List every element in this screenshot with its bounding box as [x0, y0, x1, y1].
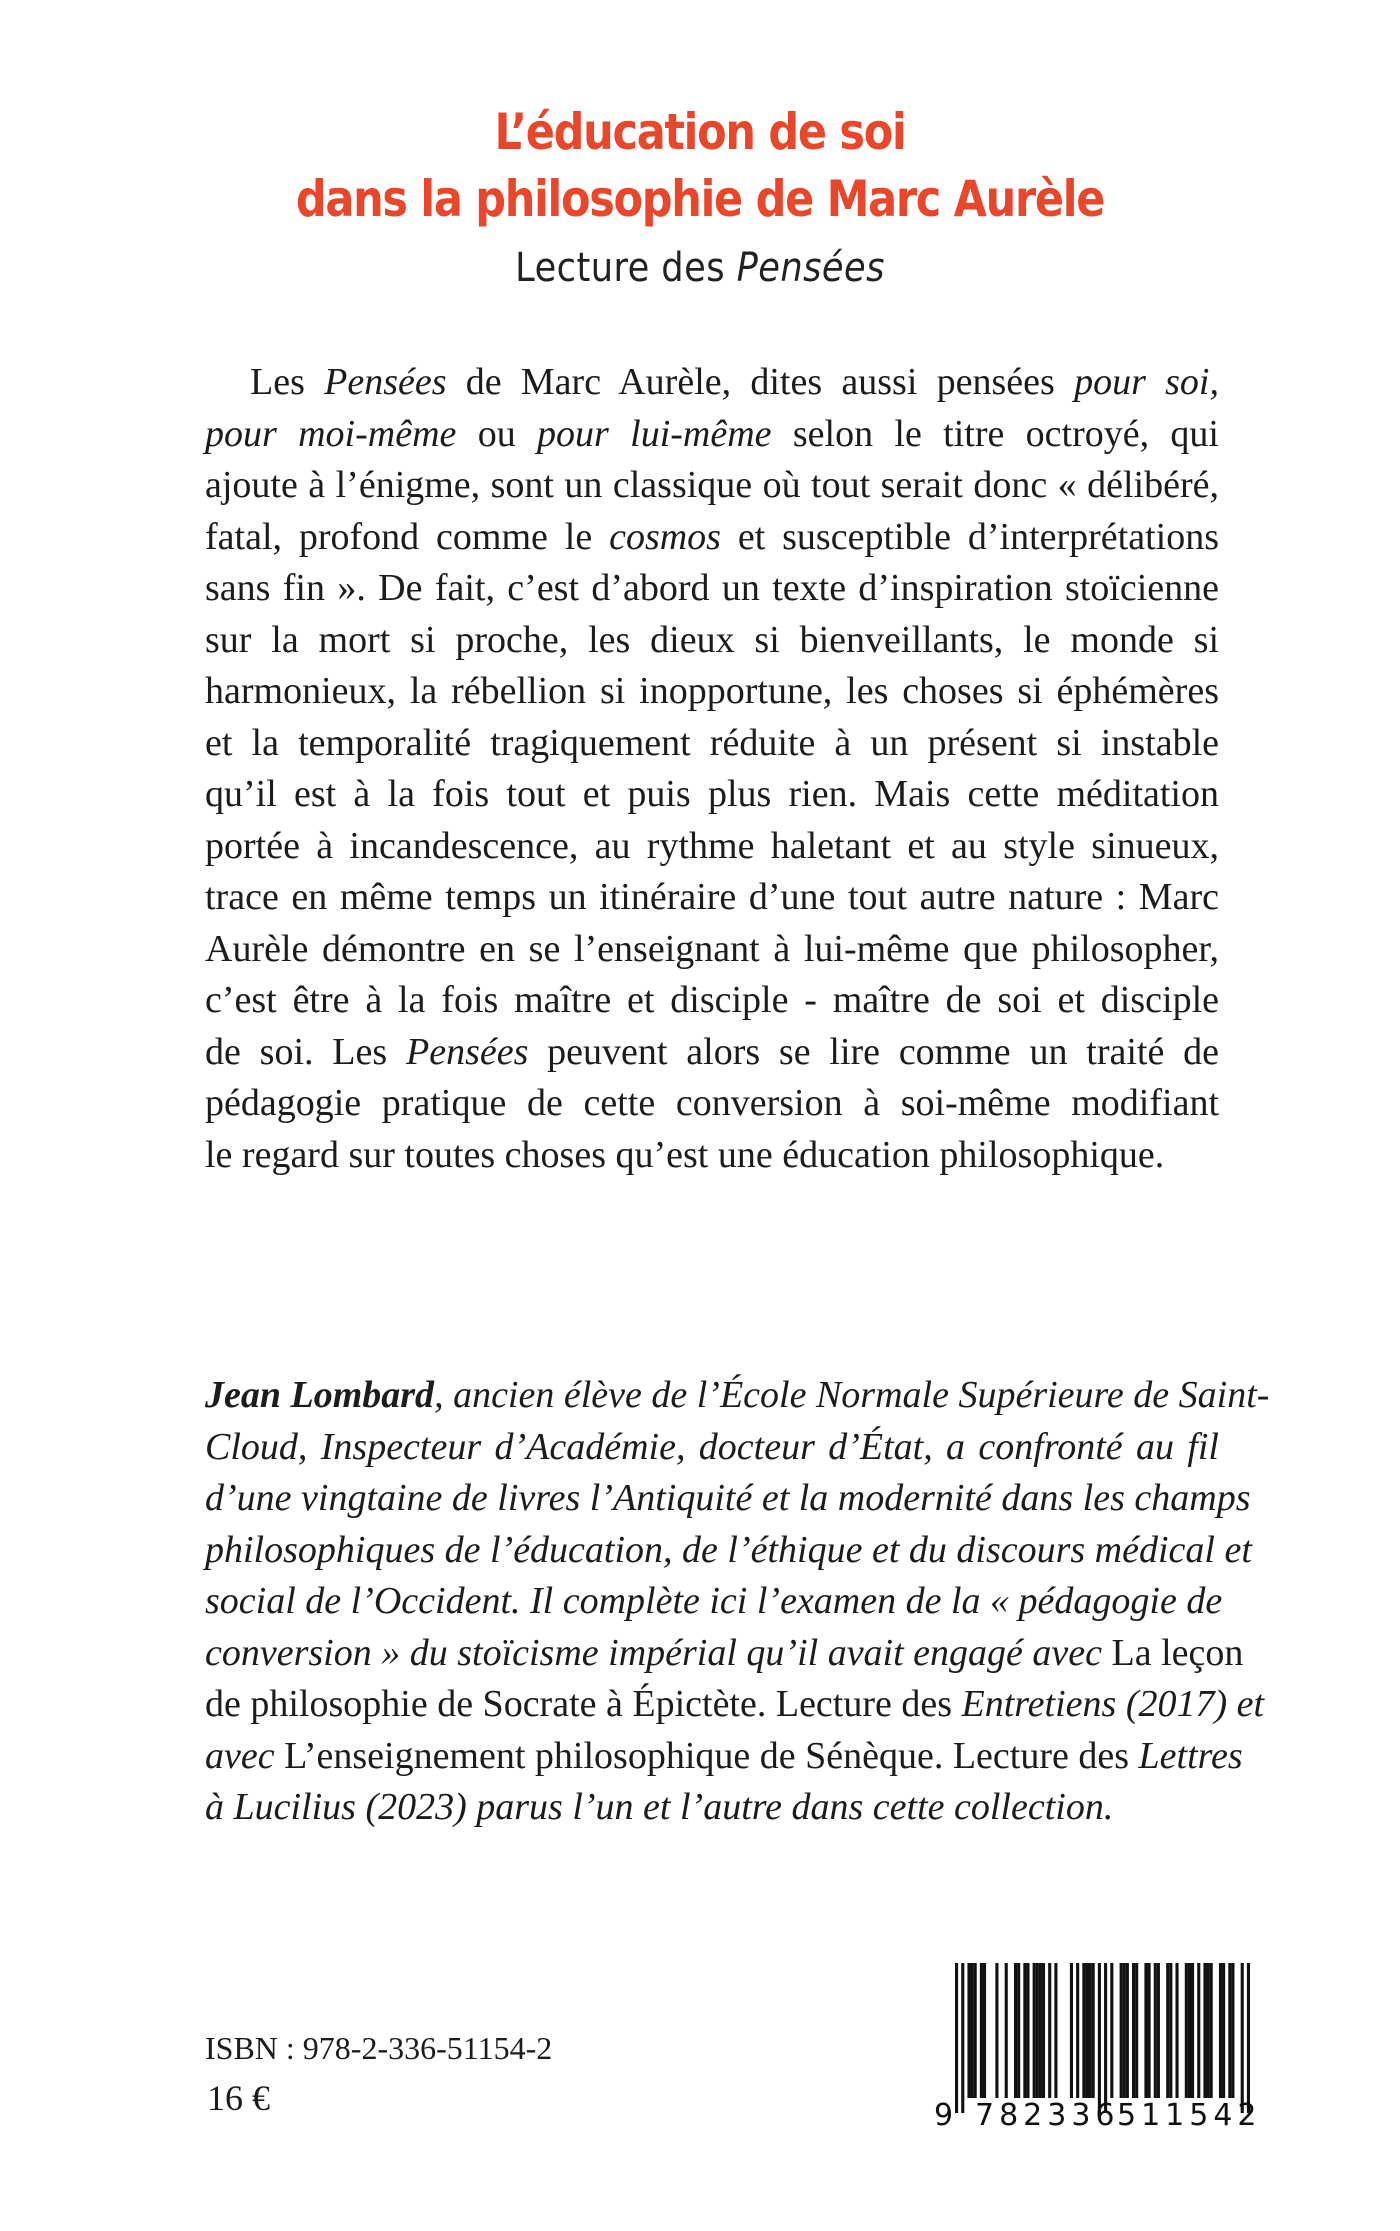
italic-text: Pensées: [405, 1030, 529, 1073]
text-line: [205, 1370, 1270, 1422]
text-run: L’enseignement philosophique de Sénèque. Lecture des: [284, 1734, 1139, 1777]
text-line: [205, 975, 1219, 1027]
author-name: Jean Lombard: [205, 1374, 435, 1416]
text-run: le regard sur toutes choses qu’est une éducation philosophique.: [205, 1133, 1165, 1176]
text-line: [205, 1078, 1219, 1130]
text-line: [205, 1782, 1219, 1834]
subtitle-prefix: Lecture des: [515, 245, 737, 291]
text-line: [205, 512, 1219, 564]
text-run: sans fin ». De fait, c’est d’abord un texte d’inspiration stoïcienne: [205, 567, 1219, 609]
isbn-text: ISBN : 978-2-336-51154-2: [205, 2030, 553, 2066]
text-run: La leçon: [1111, 1631, 1244, 1674]
text-line: [205, 1731, 1243, 1783]
text-line: [205, 1130, 1219, 1182]
text-run: et la temporalité tragiquement réduite à un présent si instable: [205, 721, 1219, 764]
text-run: de soi. Les: [205, 1030, 406, 1073]
subtitle-italic: Pensées: [736, 245, 885, 291]
barcode-digit-first: 9: [934, 2098, 954, 2133]
text-run: à Lucilius (2023) parus l’un et l’autre dans cette collection.: [205, 1786, 1114, 1828]
blurb-paragraph: [205, 357, 1219, 1181]
barcode-digits-right: 511542: [1117, 2098, 1262, 2133]
isbn-barcode: [930, 1960, 1260, 2140]
price-text: 16 €: [207, 2078, 270, 2118]
text-run: sur la mort si proche, les dieux si bienveillants, le monde si: [205, 618, 1219, 661]
text-line: [205, 357, 1219, 409]
text-line: [205, 924, 1219, 976]
italic-text: pour lui-même: [537, 412, 772, 455]
text-run: philosophiques de l’éducation, de l’éthique et du discours médical et: [205, 1528, 1252, 1571]
text-run: portée à incandescence, au rythme haletant et au style sinueux,: [205, 824, 1219, 867]
text-run: peuvent alors se lire comme un traité de: [528, 1030, 1219, 1073]
text-line: [205, 1473, 1251, 1525]
text-run: ajoute à l’énigme, sont un classique où tout serait donc « délibéré,: [205, 464, 1219, 506]
text-line: [205, 718, 1219, 770]
italic-text: Pensées: [324, 361, 447, 403]
text-run: harmonieux, la rébellion si inopportune, les choses si éphémères: [205, 670, 1219, 712]
barcode-digits-left: 782336: [975, 2098, 1120, 2133]
text-line: [205, 1422, 1219, 1474]
author-bio-paragraph: [205, 1370, 1270, 1834]
book-title-line-1: L’éducation de soi: [494, 103, 906, 161]
text-run: social de l’Occident. Il complète ici l’examen de la « pédagogie de: [205, 1580, 1223, 1622]
text-line: [205, 1027, 1219, 1079]
text-line: [205, 821, 1219, 873]
text-run: de philosophie de Socrate à Épictète. Lecture des: [205, 1683, 962, 1725]
text-line: [205, 872, 1219, 924]
italic-text: pour soi,: [1074, 361, 1219, 403]
text-run: et susceptible d’interprétations: [720, 515, 1219, 558]
text-line: [205, 1576, 1223, 1628]
text-run: d’une vingtaine de livres l’Antiquité et la modernité dans les champs: [205, 1477, 1251, 1519]
text-run: de Marc Aurèle, dites aussi pensées: [446, 361, 1075, 403]
text-run: Aurèle démontre en se l’enseignant à lui-même que philosopher,: [205, 927, 1219, 970]
text-line: [205, 1525, 1252, 1577]
text-run: selon le titre octroyé, qui: [771, 412, 1219, 455]
italic-text: pour moi-même: [205, 412, 457, 455]
book-subtitle: [84, 245, 1316, 291]
text-line: [205, 409, 1219, 461]
text-run: qu’il est à la fois tout et puis plus rien. Mais cette méditation: [205, 773, 1219, 815]
text-run: fatal, profond comme le: [205, 515, 610, 558]
italic-text: cosmos: [609, 515, 721, 558]
text-run: c’est être à la fois maître et disciple - maître de soi et disciple: [205, 979, 1219, 1021]
text-run: , ancien élève de l’École Normale Supérieure de Saint-: [434, 1374, 1270, 1416]
text-line: [205, 615, 1219, 667]
text-run: ou: [456, 412, 538, 455]
text-run: avec: [205, 1734, 285, 1777]
text-run: Cloud, Inspecteur d’Académie, docteur d’État, a confronté au fil: [205, 1425, 1219, 1468]
text-line: [205, 769, 1219, 821]
text-line: [205, 666, 1219, 718]
text-run: trace en même temps un itinéraire d’une tout autre nature : Marc: [205, 876, 1219, 918]
text-run: conversion » du stoïcisme impérial qu’il avait engagé avec: [205, 1631, 1112, 1674]
text-line: [205, 1628, 1244, 1680]
text-run: Entretiens (2017) et: [961, 1683, 1265, 1725]
text-line: [205, 1679, 1265, 1731]
text-line: [205, 460, 1219, 512]
text-run: Lettres: [1138, 1734, 1243, 1777]
text-run: pédagogie pratique de cette conversion à soi-même modifiant: [205, 1082, 1219, 1124]
book-title-line-2: dans la philosophie de Marc Aurèle: [295, 170, 1105, 228]
text-run: Les: [250, 361, 325, 403]
barcode-bars-icon: [955, 1963, 1250, 2113]
text-line: [205, 563, 1219, 615]
